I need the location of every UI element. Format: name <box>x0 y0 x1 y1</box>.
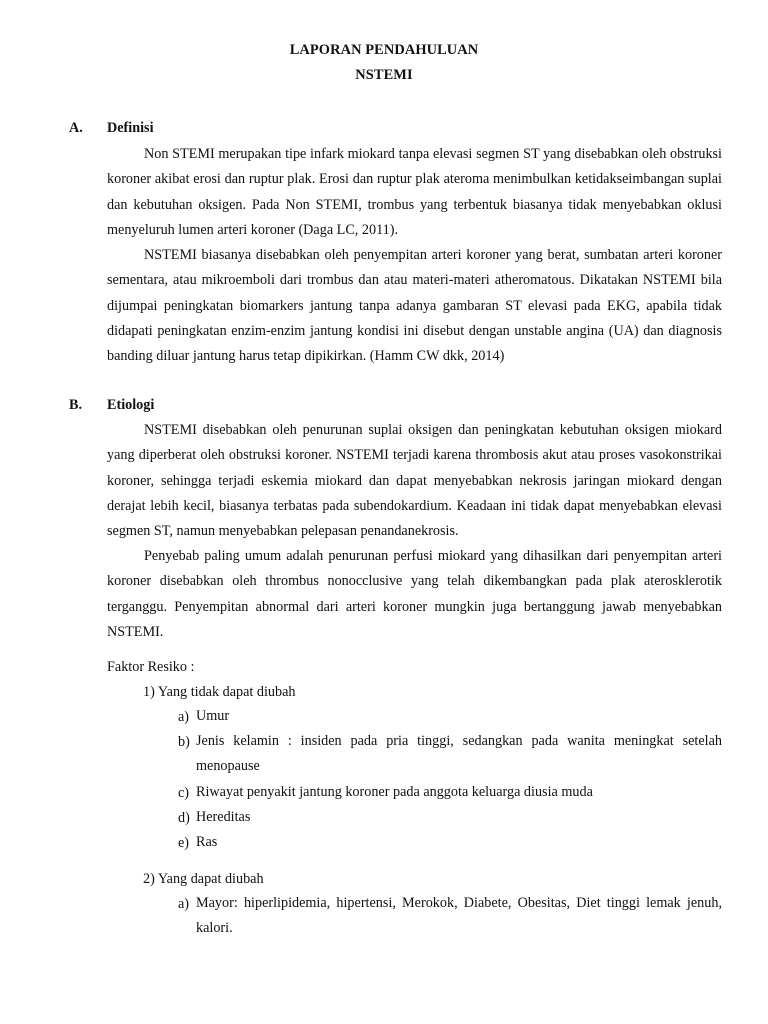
risk-factor-label: Faktor Resiko : <box>107 659 195 675</box>
risk-group-1-label: 1) Yang tidak dapat diubah <box>143 684 296 700</box>
section-b-paragraph-2: Penyebab paling umum adalah penurunan perfusi miokard yang dihasilkan dari penyempitan arteri koroner disebabkan oleh thrombus nonocclusive yang telah dikembangkan pada plak aterosklerotik terganggu. Penyempitan abnormal dari arteri koroner mungkin juga bertanggung jawab menyebabkan NSTEMI. <box>107 548 722 640</box>
list-item: Hereditas <box>196 809 251 825</box>
list-marker: c) <box>178 785 190 801</box>
list-item: Mayor: hiperlipidemia, hipertensi, Merokok, Diabete, Obesitas, Diet tinggi lemak jenuh, kalori. <box>196 895 722 936</box>
section-a-letter: A. <box>69 120 83 136</box>
list-marker: e) <box>178 835 190 851</box>
document-subtitle: NSTEMI <box>355 67 413 83</box>
section-b-letter: B. <box>69 397 83 413</box>
list-marker: b) <box>178 734 190 750</box>
section-a-paragraph-2: NSTEMI biasanya disebabkan oleh penyempitan arteri koroner yang berat, sumbatan arteri koroner sementara, atau mikroemboli dari trombus dan atau materi-materi atheromatous. Dikatakan NSTEMI bila dijumpai peningkatan biomarkers jantung tanpa adanya gambaran ST elevasi pada EKG, apabila tidak didapati peningkatan enzim-enzim jantung kondisi ini disebut dengan unstable angina (UA) dan diagnosis banding diluar jantung harus tetap dipikirkan. (Hamm CW dkk, 2014) <box>107 247 722 365</box>
list-item: Riwayat penyakit jantung koroner pada anggota keluarga diusia muda <box>196 784 593 800</box>
document-title: LAPORAN PENDAHULUAN <box>289 42 479 58</box>
risk-group-2-label: 2) Yang dapat diubah <box>143 871 264 887</box>
section-a-heading: Definisi <box>107 120 154 136</box>
list-item: Jenis kelamin : insiden pada pria tinggi, sedangkan pada wanita meningkat setelah menopause <box>196 733 722 774</box>
section-b-heading: Etiologi <box>107 397 155 413</box>
section-b-paragraph-1: NSTEMI disebabkan oleh penurunan suplai oksigen dan peningkatan kebutuhan oksigen miokard yang diperberat oleh obstruksi koroner. NSTEMI terjadi karena thrombosis akut atau proses vasokonstrikai koroner, sehingga terjadi eskemia miokard dan dapat menyebabkan nekrosis jaringan miokard dengan derajat lebih kecil, biasanya terbatas pada subendokardium. Keadaan ini tidak dapat menyebabkan elevasi segmen ST, namun menyebabkan pelepasan penandanekrosis. <box>107 422 722 540</box>
list-marker: a) <box>178 896 190 912</box>
list-marker: a) <box>178 709 190 725</box>
list-item: Ras <box>196 834 218 850</box>
list-marker: d) <box>178 810 190 826</box>
section-a-paragraph-1: Non STEMI merupakan tipe infark miokard tanpa elevasi segmen ST yang disebabkan oleh obstruksi koroner akibat erosi dan ruptur plak. Erosi dan ruptur plak ateroma menimbulkan ketidakseimbangan suplai dan kebutuhan oksigen. Pada Non STEMI, trombus yang terbentuk biasanya tidak menyebabkan oklusi menyeluruh lumen arteri koroner (Daga LC, 2011). <box>107 146 722 238</box>
list-item: Umur <box>196 708 230 724</box>
